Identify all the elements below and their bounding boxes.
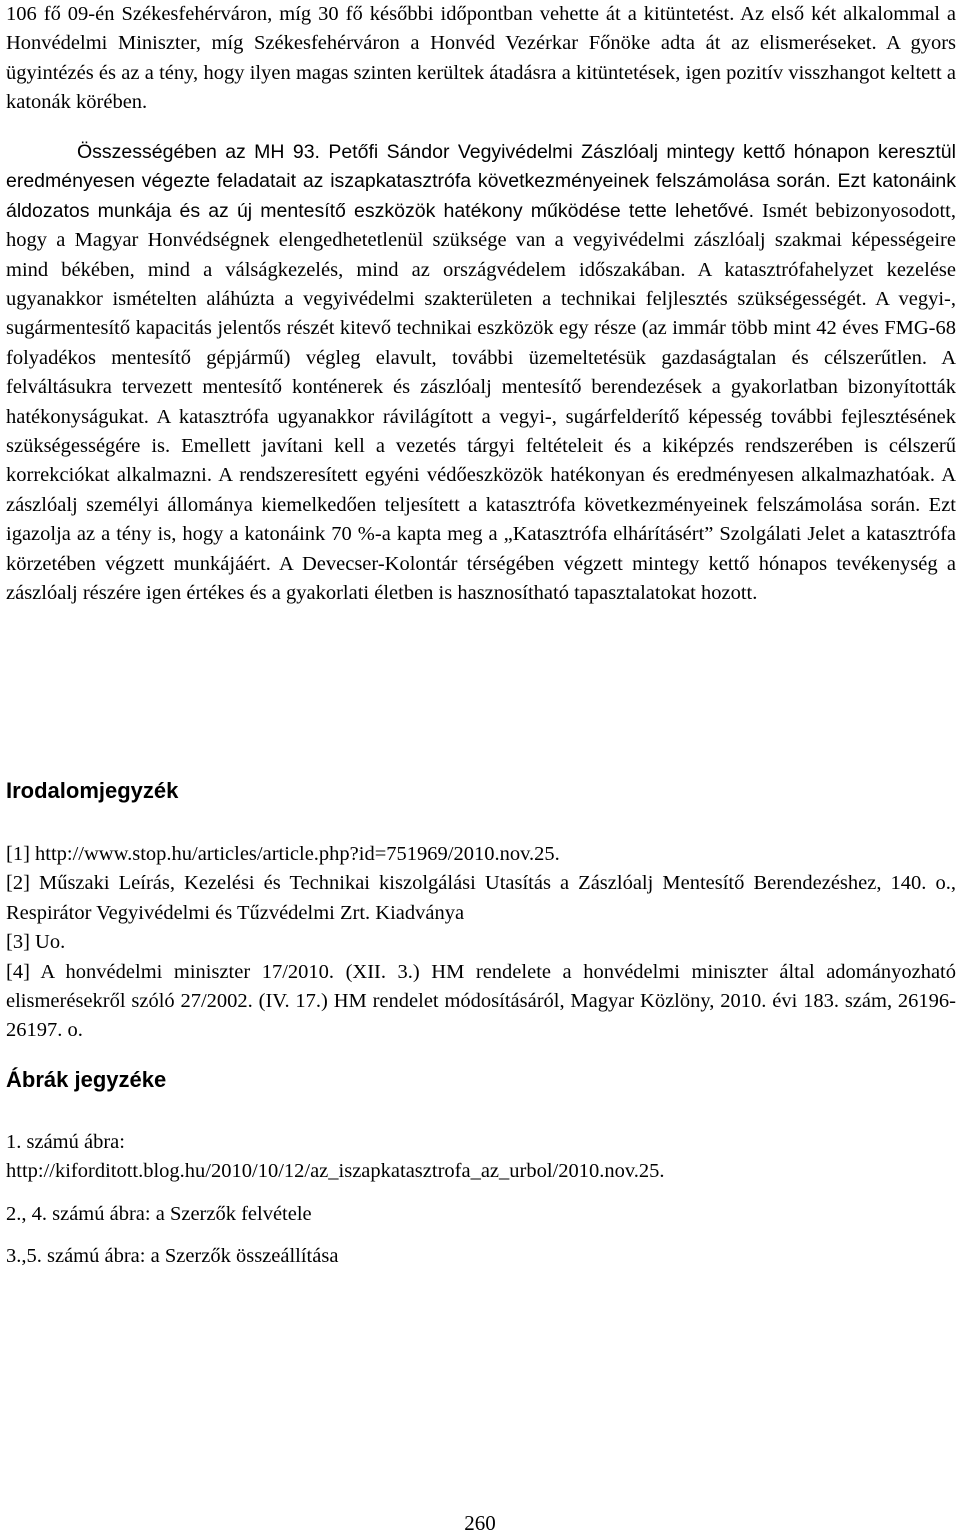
- paragraph-award-ceremony: 106 fő 09-én Székesfehérváron, míg 30 fő későbbi időpontban vehette át a kitüntetést. Az első két alkalommal a Honvédelmi Miniszter, míg Székesfehérváron a Honvéd Vezérkar Főnöke adta át az elismeréseket. A gyors ügyintézés és az a tény, hogy ilyen magas szinten kerültek átadásra a kitüntetések, igen pozitív visszhangot keltett a katonák körében.: [6, 3, 956, 114]
- references-heading: Irodalomjegyzék: [6, 778, 179, 803]
- figures-list: [6, 1128, 956, 1272]
- reference-item-2: [2] Műszaki Leírás, Kezelési és Technikai kiszolgálási Utasítás a Zászlóalj Mentesítő Berendezéshez, 140. o., Respirátor Vegyivédelmi és Tűzvédelmi Zrt. Kiadványa: [6, 872, 956, 924]
- reference-item-3: [3] Uo.: [6, 931, 66, 954]
- figure-2-4-credit: 2., 4. számú ábra: a Szerzők felvétele: [6, 1202, 312, 1225]
- reference-item-1: [1] http://www.stop.hu/articles/article.php?id=751969/2010.nov.25.: [6, 843, 560, 865]
- paragraph-summary: [6, 138, 956, 609]
- figure-1-source: http://kiforditott.blog.hu/2010/10/12/az_iszapkatasztrofa_az_urbol/2010.nov.25.: [6, 1160, 665, 1183]
- figure-3-5-credit: 3.,5. számú ábra: a Szerzők összeállítása: [6, 1245, 339, 1268]
- page-number: 260: [464, 1511, 496, 1535]
- references-list: [6, 840, 956, 1046]
- reference-item-4: [4] A honvédelmi miniszter 17/2010. (XII. 3.) HM rendelete a honvédelmi miniszter által adományozható elismerésekről szóló 27/2002. (IV. 17.) HM rendelet módosításáról, Magyar Közlöny, 2010. évi 183. szám, 26196-26197. o.: [6, 960, 956, 1042]
- summary-serif-text: Ismét bebizonyosodott, hogy a Magyar Honvédségnek elengedhetetlenül szüksége van a vegyivédelmi zászlóalj szakmai képességeire mind békében, mind a válságkezelés, mind az országvédelem időszakában. A katasztrófahelyzet kezelése ugyanakkor ismételten aláhúzta a vegyivédelmi szakterületen a technikai feljlesztés szükségességét. A vegyi-, sugármentesítő kapacitás jelentős részét kitevő technikai eszközök egy része (az immár több mint 42 éves FMG-68 folyadékos mentesítő gépjármű) végleg elavult, további üzemeltetésük gazdaságtalan és célszerűtlen. A felváltásukra tervezett mentesítő konténerek és zászlóalj mentesítő berendezések a gyakorlatban bizonyították hatékonyságukat. A katasztrófa ugyanakkor rávilágított a vegyi-, sugárfelderítő képesség további fejlesztésének szükségességére is. Emellett javítani kell a vezetés tárgyi feltételeit és a kiképzés rendszerében is célszerű korrekciókat alkalmazni. A rendszeresített egyéni védőeszközök hatékonyan és eredményesen alkalmazhatóak. A zászlóalj személyi állománya kiemelkedően teljesített a katasztrófa következményeinek felszámolása során. Ezt igazolja az a tény is, hogy a katonáink 70 %-a kapta meg a „Katasztrófa elhárításért” Szolgálati Jelet a katasztrófa körzetében végzett munkájáért. A Devecser-Kolontár térségében végzett mintegy kettő hónapos tevékenység a zászlóalj részére igen értékes és a gyakorlati életben is hasznosítható tapasztalatokat hozott.: [6, 199, 956, 605]
- figures-heading: Ábrák jegyzéke: [6, 1067, 167, 1092]
- summary-sans-text: Összességében az MH 93. Petőfi Sándor Vegyivédelmi Zászlóalj mintegy kettő hónapon keresztül eredményesen végezte feladatait az iszapkatasztrófa következményeinek felszámolása során. Ezt katonáink áldozatos munkája és az új mentesítő eszközök hatékony működése tette lehetővé.: [6, 141, 956, 222]
- figure-1-label: 1. számú ábra:: [6, 1131, 125, 1153]
